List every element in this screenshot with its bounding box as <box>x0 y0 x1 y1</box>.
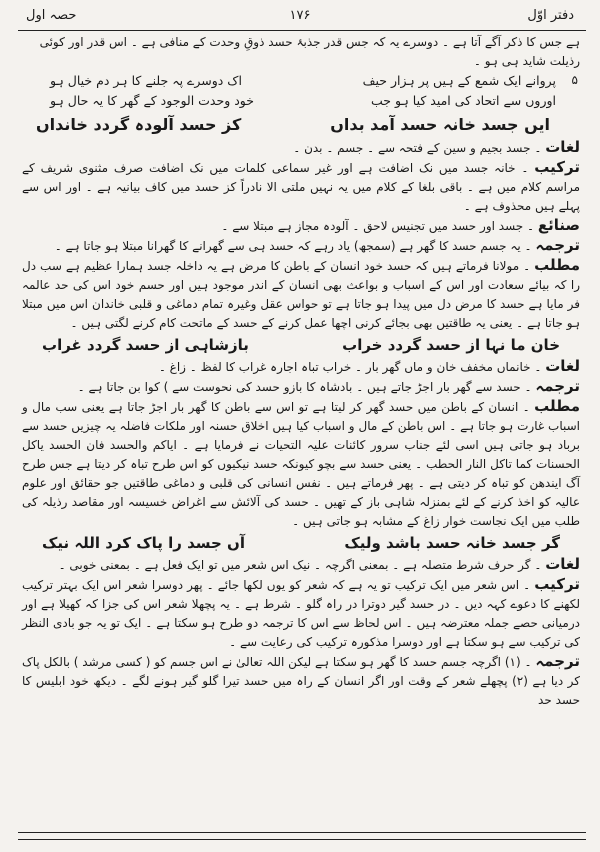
footer-rule <box>18 832 586 840</box>
lughat-1 <box>22 138 580 158</box>
couplet-2b: خود وحدت الوجود کے گھر کا یہ حال ہو <box>50 93 254 108</box>
lughat-3-text: ۔ گر حرف شرط متصلہ ہے ۔ بمعنی اگرچہ ۔ نیک اس شعر میں تو ایک فعل ہے ۔ بمعنی خوبی ۔ <box>58 558 546 572</box>
verse-2-second-hemistich: بازشاہی از حسد گردد غراب <box>42 336 249 354</box>
matlab-2-text: ۔ انسان کے باطن میں حسد گھر کر لیتا ہے تو اس سے باطن کا گھر بار اجڑ جاتا ہے یعنی سب مال و اسباب غارت ہو جاتا ہے ۔ اس باطن کے مال و اسباب کیا ہیں اخلاق حسنہ اور ملکات فاضلہ یہ چیزیں حسد سے برباد ہو جاتی ہیں اسی لئے جناب سرور کائنات علیہ التحیات نے فرمایا ہے ۔ ایاکم والحسد فان الحسد یاکل الحسنات کما تاکل النار الحطب ۔ یعنی حسد سے بچو کیونکہ حسد نیکیوں کو اس طرح تباہ کر دیتا ہے جس طرح آگ ایندھن کو تباہ کر دیتی ہے ۔ پھر فرماتے ہیں ۔ نفس انسانی کی قلبی و دماغی طاقتیں جو حقائق اور علوم عالیہ کو اخذ کرنے کے لئے بمنزلہ شاہی باز کے تھیں ۔ حسد کی آلائش سے اغراض خسیسہ اور مقاصد رذیلہ کی طلب میں ایک نجاست خوار زاغ کے مشابہ ہو جاتی ہیں ۔ <box>22 400 580 528</box>
tarjuma-3 <box>22 652 580 710</box>
couplet-1a: پروانے ایک شمع کے ہیں پر ہزار حیف <box>362 73 556 88</box>
couplet-line-1 <box>22 71 580 91</box>
verse-1-first-hemistich: ایں جسد خانہ حسد آمد بداں <box>330 115 550 134</box>
page-body <box>22 33 580 710</box>
matlab-1 <box>22 256 580 333</box>
intro-line-2: رذیلت شاید ہی ہو ۔ <box>473 54 580 68</box>
tarjuma-2-text: ۔ حسد سے گھر بار اجڑ جاتے ہیں ۔ بادشاہ کا بازو حسد کی نحوست سے ) کوا بن جاتا ہے ۔ <box>77 380 536 394</box>
couplet-2a: اوروں سے اتحاد کی امید کیا ہو جب <box>371 93 556 108</box>
header-right: دفتر اوّل <box>527 8 574 23</box>
page-number: ۱۷۶ <box>289 8 311 23</box>
couplet-number: ۵ <box>571 73 578 87</box>
sanaa-label: صنائع <box>537 216 580 234</box>
tarkeeb-1-text: ۔ خانہ جسد میں نک اضافت ہے اور غیر سماعی کلمات میں نک اضافت صرف مثنوی شریف کے مراسم کلام میں ہے ۔ باقی بلغا کے کلام میں یہ نہیں ملتی الا نادراً کز حسد میں کاف بیانیہ ہے ۔ اور اس سے پہلے ہیں محذوف ہے ۔ <box>22 161 580 213</box>
verse-1-second-hemistich: کز حسد آلودہ گردد خانداں <box>36 115 242 134</box>
tarkeeb-2 <box>22 575 580 652</box>
lughat-label: لغات <box>545 138 580 156</box>
tarjuma-3-text: ۔ (۱) اگرچہ جسم حسد کا گھر ہو سکتا ہے لیکن اللہ تعالیٰ نے اس جسم کو ( کسی مرشد ) بالکل پاک کر دیا ہے (۲) پچھلے شعر کے وقت اور اگر انسان کے راہ میں حسد تیرا گلو گیر ہونے لگے ۔ دیکھ خود ابلیس کا حسد حد <box>22 655 580 707</box>
verse-3 <box>22 531 580 555</box>
lughat-1-text: ۔ جسد بجیم و سین کے فتحہ سے ۔ جسم ۔ بدن ۔ <box>293 141 546 155</box>
matlab-2 <box>22 397 580 531</box>
verse-3-first-hemistich: گر جسد خانہ حسد باشد ولیک <box>344 534 560 552</box>
verse-3-second-hemistich: آں جسد را پاک کرد اللہ نیک <box>42 534 245 552</box>
tarjuma-1 <box>22 236 580 256</box>
lughat-2 <box>22 357 580 377</box>
tarkeeb-label: ترکیب <box>534 575 580 593</box>
tarkeeb-2-text: ۔ اس شعر میں ایک ترکیب تو یہ ہے کہ شعر کو یوں لکھا جائے ۔ پھر دوسرا شعر اس ایک بہتر ترکیب لکھنے کا دعوے کہہ دیں ۔ در حسد گیر دوترا در راہ گلو ۔ شرط ہے ۔ یہ پچھلا شعر اس کی جزا کہ کھیلا ہے اور درمیانی حصے جملہ معترضہ ہیں ۔ اس لحاظ سے اس کا ترجمہ دو طرح ہو سکتا ہے ۔ ایک تو یہ جو بادی النظر کی ترکیب سے ہو سکتا ہے اور دوسرا مذکورہ ترکیب کی رعایت سے ۔ <box>22 578 580 649</box>
tarkeeb-label: ترکیب <box>534 158 580 176</box>
tarjuma-label: ترجمہ <box>535 377 580 395</box>
tarjuma-2 <box>22 377 580 397</box>
tarkeeb-1 <box>22 158 580 216</box>
tarjuma-label: ترجمہ <box>535 236 580 254</box>
header-left: حصہ اول <box>26 8 77 23</box>
matlab-1-text: ۔ مولانا فرماتے ہیں کہ حسد خود انسان کے باطن کا مرض ہے یہ داخلہ جسد ہمارا عظیم ہے سب دل را کہ بیائے سعادت اور اس کے اسباب و بواعث بھی انسان کے اندر موجود ہیں اور حسم خود اس کی حد عالمہ فر مایا ہے حسد کا مرض دل میں پیدا ہو جاتا ہے تو حواس عقل وغیرہ تمام دماغی و قلبی خاندان اس میں مبتلا ہو جاتا ہے ۔ یعنی یہ طاقتیں بھی بجائے کرنی اچھا عمل کرنے کے حسد کے ماتحت کام کرنے لگتی ہیں ۔ <box>22 259 580 330</box>
intro-line-1: ہے جس کا ذکر آگے آتا ہے ۔ دوسرے یہ کہ جس قدر جذبۂ حسد ذوقِ وحدت کے منافی ہے ۔ اس قدر اور کوئی <box>39 35 580 49</box>
header-rule <box>18 30 586 31</box>
couplet-line-2 <box>22 91 580 111</box>
tarjuma-label: ترجمہ <box>535 652 581 670</box>
verse-1 <box>22 111 580 138</box>
tarjuma-1-text: ۔ یہ جسم حسد کا گھر ہے (سمجھ) یاد رہے کہ حسد ہی سے گھرانے کا گھرانا مبتلا ہو جاتا ہے ۔ <box>54 239 536 253</box>
matlab-label: مطلب <box>534 256 580 274</box>
lughat-label: لغات <box>545 555 580 573</box>
verse-2 <box>22 333 580 357</box>
couplet-1b: اک دوسرے پہ جلنے کا ہر دم خیال ہو <box>50 73 242 88</box>
couplet-1 <box>22 71 580 111</box>
lughat-2-text: ۔ خانماں مخفف خان و ماں گھر بار ۔ خراب تباہ اجارہ غراب کا لفظ ۔ زاغ ۔ <box>158 360 546 374</box>
lughat-label: لغات <box>545 357 580 375</box>
sanaa-1 <box>22 216 580 236</box>
page-header <box>20 6 580 30</box>
sanaa-1-text: ۔ جسد اور حسد میں تجنیس لاحق ۔ آلودہ مجاز ہے مبتلا سے ۔ <box>221 219 538 233</box>
verse-2-first-hemistich: خان ما نہا از حسد گردد خراب <box>342 336 560 354</box>
matlab-label: مطلب <box>534 397 580 415</box>
lughat-3 <box>22 555 580 575</box>
